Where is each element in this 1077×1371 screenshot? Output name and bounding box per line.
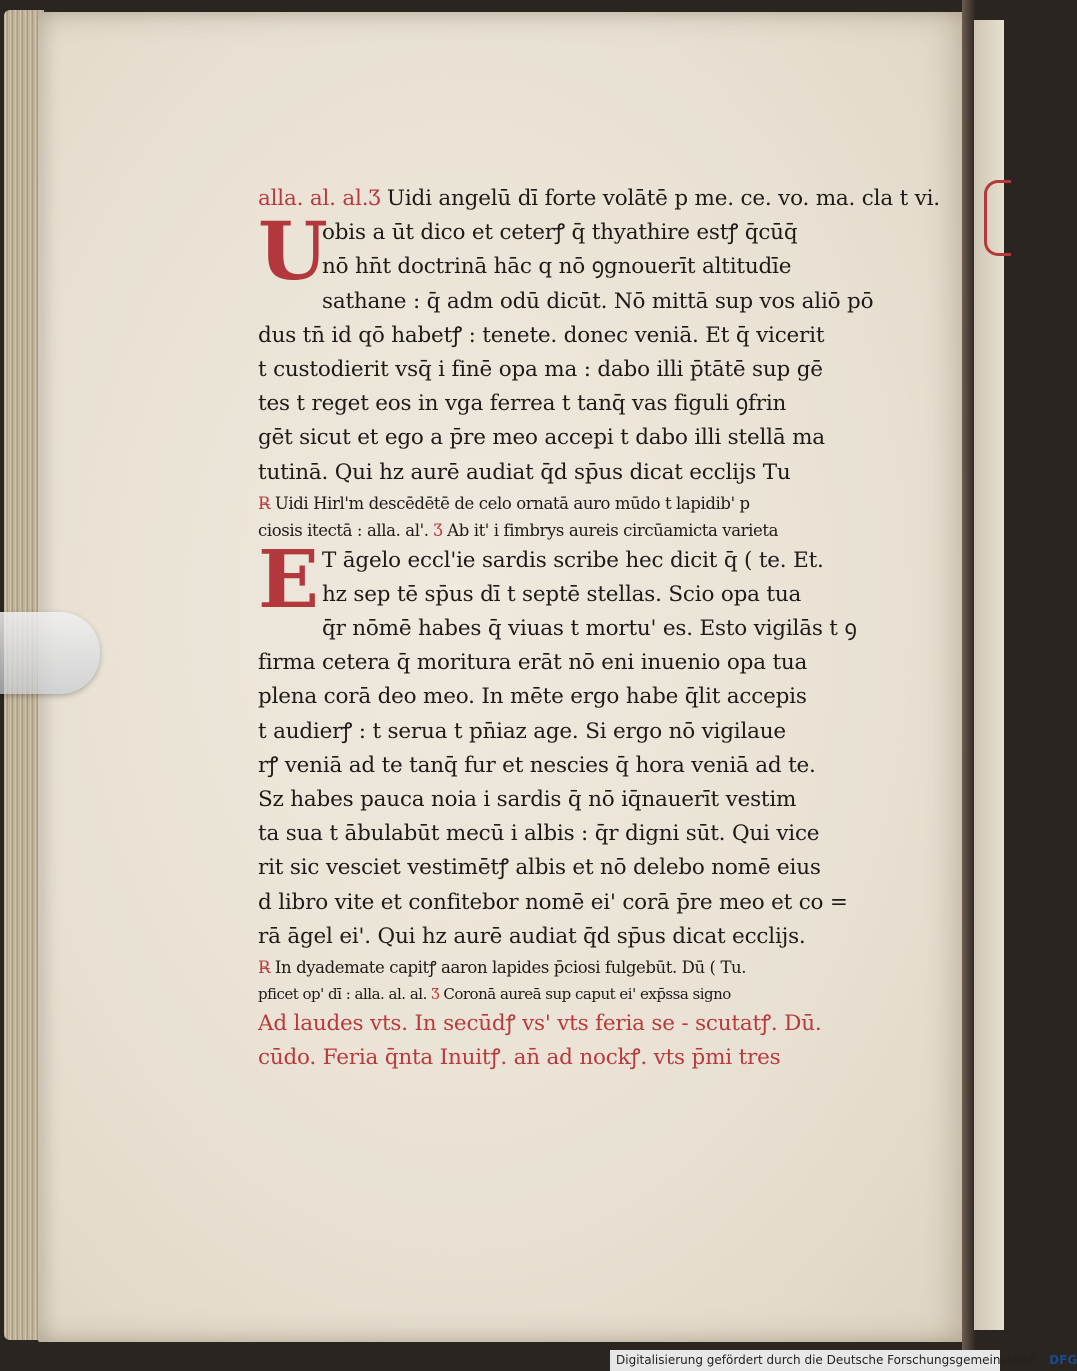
line-tail: Coronā aureā sup caput ei' exp̄ssa signo bbox=[443, 984, 731, 1003]
text-line bbox=[258, 1041, 858, 1075]
text-line bbox=[258, 319, 858, 353]
line-body: tutinā. Qui hz aurē audiat q̄d sp̄us dicat ecclijs Tu bbox=[258, 459, 791, 485]
versicle-mark: Ʒ bbox=[426, 984, 444, 1003]
facing-page-edge bbox=[974, 20, 1004, 1330]
rubric-text: R̶ bbox=[258, 957, 271, 977]
line-body: obis a ūt dico et ceterꝭ q̄ thyathire estꝭ q̄cūq̄ bbox=[322, 220, 798, 246]
line-body: rꝭ veniā ad te tanq̄ fur et nescies q̄ hora veniā ad te. bbox=[258, 752, 816, 778]
footer-credit bbox=[610, 1350, 1077, 1371]
line-body: In dyademate capitꝭ aaron lapides p̄ciosi fulgebūt. Dū ( Tu. bbox=[270, 957, 747, 977]
text-line bbox=[258, 578, 858, 612]
text-line bbox=[258, 680, 858, 714]
line-body: Uidi Hirl'm descēdētē de celo ornatā auro mūdo t lapidib' p bbox=[270, 493, 750, 513]
rubric-text: R̶ bbox=[258, 493, 271, 513]
text-line bbox=[258, 387, 858, 421]
line-body: t audierꝭ : t serua t pn̄iaz age. Si ergo nō vigilaue bbox=[258, 718, 786, 744]
line-body: pficet op' dī : alla. al. al. bbox=[258, 984, 427, 1003]
line-body: t custodierit vsq̄ i finē opa ma : dabo illi p̄tātē sup gē bbox=[258, 356, 823, 382]
text-line bbox=[258, 456, 858, 490]
line-body: rit sic vesciet vestimētꝭ albis et nō delebo nomē eius bbox=[258, 855, 821, 881]
text-line bbox=[258, 981, 858, 1007]
line-body: ta sua t ābulabūt mecū i albis : q̄r digni sūt. Qui vice bbox=[258, 821, 820, 847]
text-line bbox=[258, 285, 874, 319]
text-line bbox=[258, 517, 858, 544]
footer-text: Digitalisierung gefördert durch die Deutsche Forschungsgemeinschaft - bbox=[616, 1353, 1046, 1367]
line-body: tes t reget eos in vga ferrea t tanq̄ vas figuli ꝯfrin bbox=[258, 391, 787, 417]
line-body: q̄r nōmē habes q̄ viuas t mortu' es. Esto vigilās t ꝯ bbox=[322, 616, 857, 642]
text-line bbox=[258, 886, 858, 920]
dfg-logo: DFG bbox=[1049, 1353, 1077, 1367]
versicle-mark: Ʒ bbox=[428, 520, 448, 540]
line-body: nō hn̄t doctrinā hāc q nō ꝯgnouerīt altitudīe bbox=[322, 254, 792, 280]
manuscript-text bbox=[258, 182, 940, 1075]
line-body: gēt sicut et ego a p̄re meo accepi t dabo illi stellā ma bbox=[258, 425, 825, 451]
line-body: T āgelo eccl'ie sardis scribe hec dicit q̄ ( te. Et. bbox=[322, 547, 824, 573]
text-line bbox=[258, 920, 858, 954]
text-line bbox=[258, 715, 858, 749]
line-body: rā āgel ei'. Qui hz aurē audiat q̄d sp̄us dicat ecclijs. bbox=[258, 923, 806, 949]
line-body: plena corā deo meo. In mēte ergo habe q̄lit accepis bbox=[258, 684, 807, 710]
text-line bbox=[258, 490, 858, 517]
line-body: firma cetera q̄ moritura erāt nō eni inuenio opa tua bbox=[258, 650, 808, 676]
decorated-initial: U bbox=[258, 204, 328, 299]
text-line bbox=[258, 1007, 858, 1041]
line-body: Uidi angelū dī forte volātē p me. ce. vo. ma. cla t vi. bbox=[380, 186, 940, 211]
text-line bbox=[258, 250, 858, 284]
facing-page-red-mark bbox=[984, 180, 1011, 256]
versicle-mark: Ʒ bbox=[368, 186, 381, 211]
text-line bbox=[258, 783, 858, 817]
line-body: hz sep tē sp̄us dī t septē stellas. Scio opa tua bbox=[322, 581, 802, 607]
line-tail: Ab it' i fimbrys aureis circūamicta varieta bbox=[447, 520, 779, 540]
line-body: Ad laudes vts. In secūdꝭ vs' vts feria se - scutatꝭ. Dū. bbox=[258, 1010, 822, 1036]
line-body: sathane : q̄ adm odū dicūt. Nō mittā sup vos aliō pō bbox=[322, 288, 874, 314]
line-body: dus tn̄ id qō habetꝭ : tenete. donec veniā. Et q̄ vicerit bbox=[258, 322, 825, 348]
text-line bbox=[258, 612, 858, 646]
text-line bbox=[258, 421, 858, 455]
text-line bbox=[258, 646, 858, 680]
decorated-initial: E bbox=[258, 531, 319, 626]
line-body: ciosis itectā : alla. al'. bbox=[258, 520, 429, 540]
rubric-text: alla. al. al. bbox=[258, 186, 369, 211]
text-line bbox=[258, 749, 858, 783]
text-line bbox=[258, 182, 940, 216]
line-body: Sz habes pauca noia i sardis q̄ nō iq̄nauerīt vestim bbox=[258, 787, 797, 812]
page-clip bbox=[0, 612, 100, 694]
text-line bbox=[258, 954, 858, 981]
line-body: cūdo. Feria q̄nta Inuitꝭ. an̄ ad nockꝭ. vts p̄mi tres bbox=[258, 1045, 781, 1071]
text-line bbox=[258, 353, 858, 387]
text-line bbox=[258, 851, 858, 885]
line-body: d libro vite et confitebor nomē ei' corā p̄re meo et co = bbox=[258, 889, 848, 915]
text-line bbox=[258, 817, 858, 851]
